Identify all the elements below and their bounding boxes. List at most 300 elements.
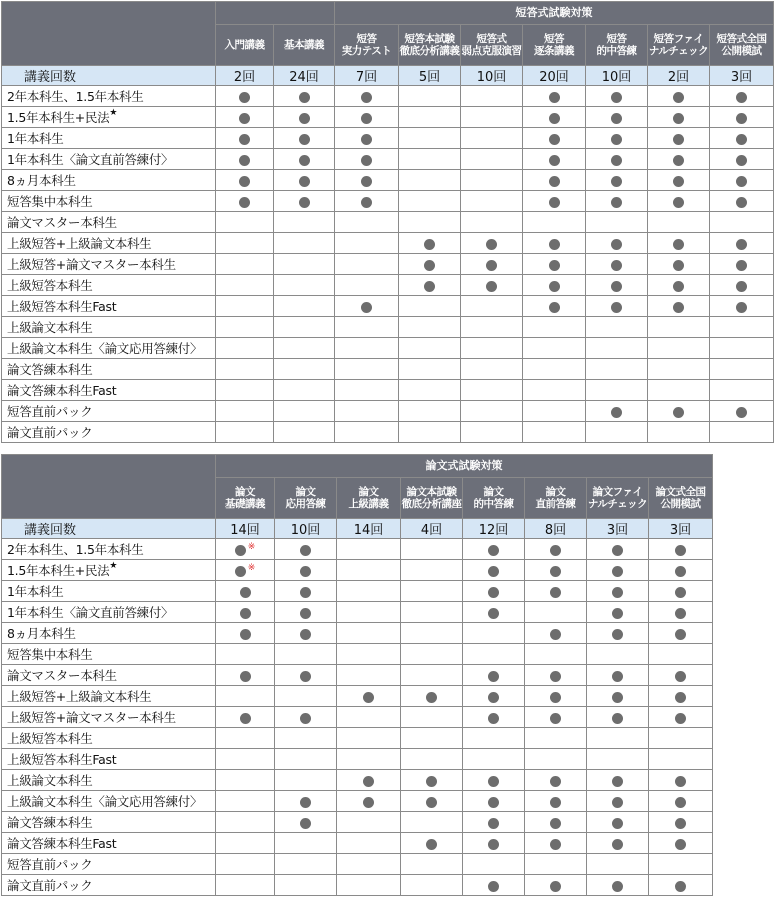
included-dot-icon <box>675 587 686 598</box>
mark-cell <box>337 749 401 770</box>
included-dot-icon <box>612 587 623 598</box>
included-dot-icon <box>550 566 561 577</box>
mark-cell <box>337 791 401 812</box>
course-row <box>2 233 774 254</box>
column-header-line: 論文 <box>545 486 566 498</box>
included-dot-icon <box>299 113 310 124</box>
mark-cell <box>587 644 649 665</box>
included-dot-icon <box>550 713 561 724</box>
mark-cell <box>337 539 401 560</box>
column-header-line: 短答 <box>356 33 377 45</box>
mark-cell <box>337 854 401 875</box>
mark-cell <box>274 401 335 422</box>
included-dot-icon <box>611 302 622 313</box>
included-dot-icon <box>488 587 499 598</box>
course-name-text: 8ヵ月本科生 <box>7 626 76 641</box>
mark-cell <box>710 212 774 233</box>
included-dot-icon <box>240 608 251 619</box>
lecture-count: 10回 <box>586 66 648 86</box>
included-dot-icon <box>673 176 684 187</box>
column-header-line: 公開模試 <box>660 498 701 510</box>
lecture-count: 7回 <box>335 66 399 86</box>
mark-cell <box>710 380 774 401</box>
mark-cell <box>216 149 274 170</box>
mark-cell <box>523 296 586 317</box>
course-name-text: 短答集中本科生 <box>7 647 93 662</box>
included-dot-icon <box>235 566 246 577</box>
column-header-line: ナルチェック <box>648 45 709 57</box>
mark-cell <box>587 623 649 644</box>
course-row <box>2 833 713 854</box>
included-dot-icon <box>611 239 622 250</box>
mark-cell <box>216 560 275 581</box>
lecture-count: 3回 <box>587 519 649 539</box>
mark-cell <box>587 602 649 623</box>
mark-cell <box>523 128 586 149</box>
mark-cell <box>216 602 275 623</box>
mark-cell <box>463 602 525 623</box>
included-dot-icon <box>426 839 437 850</box>
mark-cell <box>399 107 461 128</box>
included-dot-icon <box>488 776 499 787</box>
mark-cell <box>525 623 587 644</box>
mark-cell <box>648 170 710 191</box>
included-dot-icon <box>486 281 497 292</box>
mark-cell <box>401 686 463 707</box>
included-dot-icon <box>550 818 561 829</box>
included-dot-icon <box>488 818 499 829</box>
course-name-text: 1年本科生〈論文直前答練付〉 <box>7 605 174 620</box>
mark-cell <box>525 770 587 791</box>
included-dot-icon <box>300 671 311 682</box>
mark-cell <box>335 149 399 170</box>
course-name <box>2 623 216 644</box>
column-header-line: 弱点克服演習 <box>461 45 522 57</box>
column-header-line: 逐条講義 <box>534 45 574 57</box>
mark-cell <box>649 665 713 686</box>
column-header-line: 論文本試験 <box>406 486 457 498</box>
mark-cell <box>586 191 648 212</box>
included-dot-icon <box>612 839 623 850</box>
included-dot-icon <box>611 281 622 292</box>
course-row <box>2 149 774 170</box>
included-dot-icon <box>611 407 622 418</box>
mark-cell <box>274 359 335 380</box>
course-row <box>2 401 774 422</box>
column-header <box>523 25 586 66</box>
mark-cell <box>710 149 774 170</box>
mark-cell <box>710 275 774 296</box>
included-dot-icon <box>486 260 497 271</box>
mark-cell <box>463 833 525 854</box>
mark-cell <box>274 233 335 254</box>
mark-cell <box>648 422 710 443</box>
included-dot-icon <box>549 302 560 313</box>
group-header: 論文式試験対策 <box>216 455 713 478</box>
mark-cell <box>586 86 648 107</box>
mark-cell <box>648 212 710 233</box>
course-row <box>2 602 713 623</box>
lecture-count: 8回 <box>525 519 587 539</box>
included-dot-icon <box>675 797 686 808</box>
mark-cell <box>710 254 774 275</box>
mark-cell <box>461 296 523 317</box>
mark-cell <box>216 254 274 275</box>
lecture-count: 2回 <box>648 66 710 86</box>
mark-cell <box>335 359 399 380</box>
included-dot-icon <box>611 176 622 187</box>
course-name-text: 短答集中本科生 <box>7 194 93 209</box>
course-name <box>2 359 216 380</box>
mark-cell <box>463 581 525 602</box>
mark-cell <box>216 317 274 338</box>
included-dot-icon <box>612 692 623 703</box>
mark-cell <box>337 833 401 854</box>
column-header-line: 基本講義 <box>284 39 324 51</box>
included-dot-icon <box>673 155 684 166</box>
mark-cell <box>525 728 587 749</box>
mark-cell <box>523 317 586 338</box>
star-mark: ★ <box>109 561 118 571</box>
included-dot-icon <box>240 713 251 724</box>
column-header-line: 短答式 <box>476 33 507 45</box>
mark-cell <box>463 665 525 686</box>
included-dot-icon <box>488 881 499 892</box>
mark-cell <box>586 128 648 149</box>
mark-cell <box>275 539 337 560</box>
column-header-line: 応用答練 <box>285 498 326 510</box>
included-dot-icon <box>611 197 622 208</box>
mark-cell <box>461 359 523 380</box>
mark-cell <box>525 644 587 665</box>
mark-cell <box>216 380 274 401</box>
mark-cell <box>523 422 586 443</box>
mark-cell <box>525 875 587 896</box>
included-dot-icon <box>488 545 499 556</box>
mark-cell <box>525 791 587 812</box>
mark-cell <box>463 728 525 749</box>
course-name <box>2 107 216 128</box>
included-dot-icon <box>549 281 560 292</box>
course-name <box>2 401 216 422</box>
mark-cell <box>587 581 649 602</box>
mark-cell <box>523 254 586 275</box>
mark-cell <box>401 602 463 623</box>
column-header <box>463 478 525 519</box>
mark-cell <box>337 770 401 791</box>
mark-cell <box>649 833 713 854</box>
lecture-count: 3回 <box>710 66 774 86</box>
course-name <box>2 833 216 854</box>
mark-cell <box>587 686 649 707</box>
mark-cell <box>274 212 335 233</box>
included-dot-icon <box>673 113 684 124</box>
included-dot-icon <box>736 281 747 292</box>
mark-cell <box>274 170 335 191</box>
course-name-text: 上級論文本科生 <box>7 773 93 788</box>
course-row <box>2 212 774 233</box>
course-name <box>2 338 216 359</box>
lecture-count-label: 講義回数 <box>2 66 216 86</box>
course-name-text: 論文直前パック <box>7 878 93 893</box>
header-spacer <box>216 2 335 25</box>
mark-cell <box>216 128 274 149</box>
mark-cell <box>586 380 648 401</box>
included-dot-icon <box>549 113 560 124</box>
course-name <box>2 707 216 728</box>
mark-cell <box>463 644 525 665</box>
mark-cell <box>710 338 774 359</box>
included-dot-icon <box>675 545 686 556</box>
included-dot-icon <box>240 629 251 640</box>
included-dot-icon <box>675 692 686 703</box>
column-header-line: 短答 <box>544 33 564 45</box>
lecture-count-label: 講義回数 <box>2 519 216 539</box>
course-name <box>2 128 216 149</box>
mark-cell <box>649 770 713 791</box>
course-row <box>2 875 713 896</box>
included-dot-icon <box>675 839 686 850</box>
mark-cell <box>216 191 274 212</box>
included-dot-icon <box>611 134 622 145</box>
course-row <box>2 791 713 812</box>
mark-cell <box>586 359 648 380</box>
mark-cell <box>710 401 774 422</box>
column-header <box>274 25 335 66</box>
mark-cell <box>216 107 274 128</box>
included-dot-icon <box>426 797 437 808</box>
mark-cell <box>587 560 649 581</box>
included-dot-icon <box>736 155 747 166</box>
mark-cell <box>216 581 275 602</box>
column-header <box>461 25 523 66</box>
mark-cell <box>523 149 586 170</box>
course-row <box>2 170 774 191</box>
mark-cell <box>710 296 774 317</box>
included-dot-icon <box>488 797 499 808</box>
course-row <box>2 275 774 296</box>
course-name <box>2 581 216 602</box>
course-name-text: 論文マスター本科生 <box>7 215 117 230</box>
mark-cell <box>401 728 463 749</box>
mark-cell <box>275 728 337 749</box>
column-header-line: 論文ファイ <box>592 486 643 498</box>
mark-cell <box>648 338 710 359</box>
mark-cell <box>461 107 523 128</box>
included-dot-icon <box>550 797 561 808</box>
course-name <box>2 233 216 254</box>
mark-cell <box>586 170 648 191</box>
mark-cell <box>274 128 335 149</box>
course-name-text: 1年本科生 <box>7 584 64 599</box>
course-name-text: 論文答練本科生Fast <box>7 836 117 851</box>
course-row <box>2 539 713 560</box>
mark-cell <box>463 854 525 875</box>
mark-cell <box>335 128 399 149</box>
column-header-line: 論文式全国 <box>655 486 706 498</box>
mark-cell <box>525 749 587 770</box>
short-answer-course-table <box>1 1 774 443</box>
mark-cell <box>216 422 274 443</box>
mark-cell <box>587 770 649 791</box>
included-dot-icon <box>299 176 310 187</box>
mark-cell <box>275 875 337 896</box>
mark-cell <box>335 275 399 296</box>
included-dot-icon <box>673 92 684 103</box>
included-dot-icon <box>239 113 250 124</box>
course-name <box>2 812 216 833</box>
course-name <box>2 170 216 191</box>
mark-cell <box>523 380 586 401</box>
mark-cell <box>399 380 461 401</box>
included-dot-icon <box>239 134 250 145</box>
column-header-line: 上級講義 <box>348 498 389 510</box>
course-row <box>2 107 774 128</box>
included-dot-icon <box>673 239 684 250</box>
included-dot-icon <box>549 197 560 208</box>
included-dot-icon <box>424 281 435 292</box>
mark-cell <box>399 191 461 212</box>
column-header <box>275 478 337 519</box>
column-header-line: 論文 <box>295 486 316 498</box>
included-dot-icon <box>486 239 497 250</box>
mark-cell <box>461 380 523 401</box>
mark-cell <box>275 854 337 875</box>
included-dot-icon <box>299 155 310 166</box>
column-header <box>525 478 587 519</box>
course-name <box>2 212 216 233</box>
mark-cell <box>337 581 401 602</box>
mark-cell <box>337 644 401 665</box>
course-name-text: 上級短答本科生 <box>7 731 93 746</box>
included-dot-icon <box>675 776 686 787</box>
mark-cell <box>649 749 713 770</box>
course-name <box>2 560 216 581</box>
mark-cell <box>399 338 461 359</box>
mark-cell <box>461 86 523 107</box>
included-dot-icon <box>363 692 374 703</box>
column-header <box>335 25 399 66</box>
course-name-text: 8ヵ月本科生 <box>7 173 76 188</box>
course-name-text: 上級短答+論文マスター本科生 <box>7 257 176 272</box>
included-dot-icon <box>300 566 311 577</box>
mark-cell <box>337 707 401 728</box>
mark-cell <box>648 401 710 422</box>
course-row <box>2 728 713 749</box>
mark-cell <box>463 623 525 644</box>
lecture-count: 5回 <box>399 66 461 86</box>
column-header <box>710 25 774 66</box>
mark-cell <box>401 665 463 686</box>
mark-cell <box>586 317 648 338</box>
mark-cell <box>275 833 337 854</box>
corner-cell <box>2 455 216 519</box>
included-dot-icon <box>612 797 623 808</box>
course-row <box>2 770 713 791</box>
mark-cell <box>216 623 275 644</box>
mark-cell <box>216 275 274 296</box>
group-header: 短答式試験対策 <box>335 2 774 25</box>
course-name-text: 短答直前パック <box>7 857 93 872</box>
mark-cell <box>586 338 648 359</box>
mark-cell <box>586 275 648 296</box>
mark-cell <box>710 170 774 191</box>
course-name <box>2 149 216 170</box>
course-name <box>2 749 216 770</box>
mark-cell <box>337 875 401 896</box>
mark-cell <box>710 107 774 128</box>
mark-cell <box>275 581 337 602</box>
mark-cell <box>337 728 401 749</box>
mark-cell <box>523 338 586 359</box>
column-header <box>337 478 401 519</box>
course-name <box>2 644 216 665</box>
mark-cell <box>587 833 649 854</box>
included-dot-icon <box>549 92 560 103</box>
mark-cell <box>401 791 463 812</box>
included-dot-icon <box>361 302 372 313</box>
mark-cell <box>401 812 463 833</box>
mark-cell <box>274 317 335 338</box>
included-dot-icon <box>673 197 684 208</box>
mark-cell <box>648 233 710 254</box>
included-dot-icon <box>673 281 684 292</box>
lecture-count: 10回 <box>461 66 523 86</box>
column-header-line: 入門講義 <box>224 39 265 51</box>
mark-cell <box>586 107 648 128</box>
mark-cell <box>274 191 335 212</box>
mark-cell <box>216 833 275 854</box>
lecture-count: 14回 <box>337 519 401 539</box>
mark-cell <box>523 86 586 107</box>
included-dot-icon <box>736 92 747 103</box>
mark-cell <box>216 728 275 749</box>
course-name <box>2 875 216 896</box>
column-header-line: 徹底分析講義 <box>399 45 460 57</box>
mark-cell <box>649 728 713 749</box>
included-dot-icon <box>426 776 437 787</box>
mark-cell <box>525 854 587 875</box>
included-dot-icon <box>675 608 686 619</box>
mark-cell <box>401 833 463 854</box>
mark-cell <box>274 275 335 296</box>
included-dot-icon <box>550 671 561 682</box>
included-dot-icon <box>612 566 623 577</box>
included-dot-icon <box>361 176 372 187</box>
course-name <box>2 86 216 107</box>
column-header-line: 直前答練 <box>535 498 576 510</box>
lecture-count-row <box>2 66 774 86</box>
course-row <box>2 623 713 644</box>
course-row <box>2 128 774 149</box>
included-dot-icon <box>300 587 311 598</box>
course-row <box>2 380 774 401</box>
course-name <box>2 317 216 338</box>
course-name-text: 上級論文本科生 <box>7 320 93 335</box>
course-name-text: 論文答練本科生Fast <box>7 383 117 398</box>
mark-cell <box>649 644 713 665</box>
course-name-text: 1年本科生〈論文直前答練付〉 <box>7 152 174 167</box>
mark-cell <box>275 770 337 791</box>
mark-cell <box>525 686 587 707</box>
mark-cell <box>335 254 399 275</box>
mark-cell <box>648 296 710 317</box>
mark-cell <box>649 539 713 560</box>
column-header <box>649 478 713 519</box>
mark-cell <box>274 380 335 401</box>
included-dot-icon <box>611 260 622 271</box>
included-dot-icon <box>426 692 437 703</box>
